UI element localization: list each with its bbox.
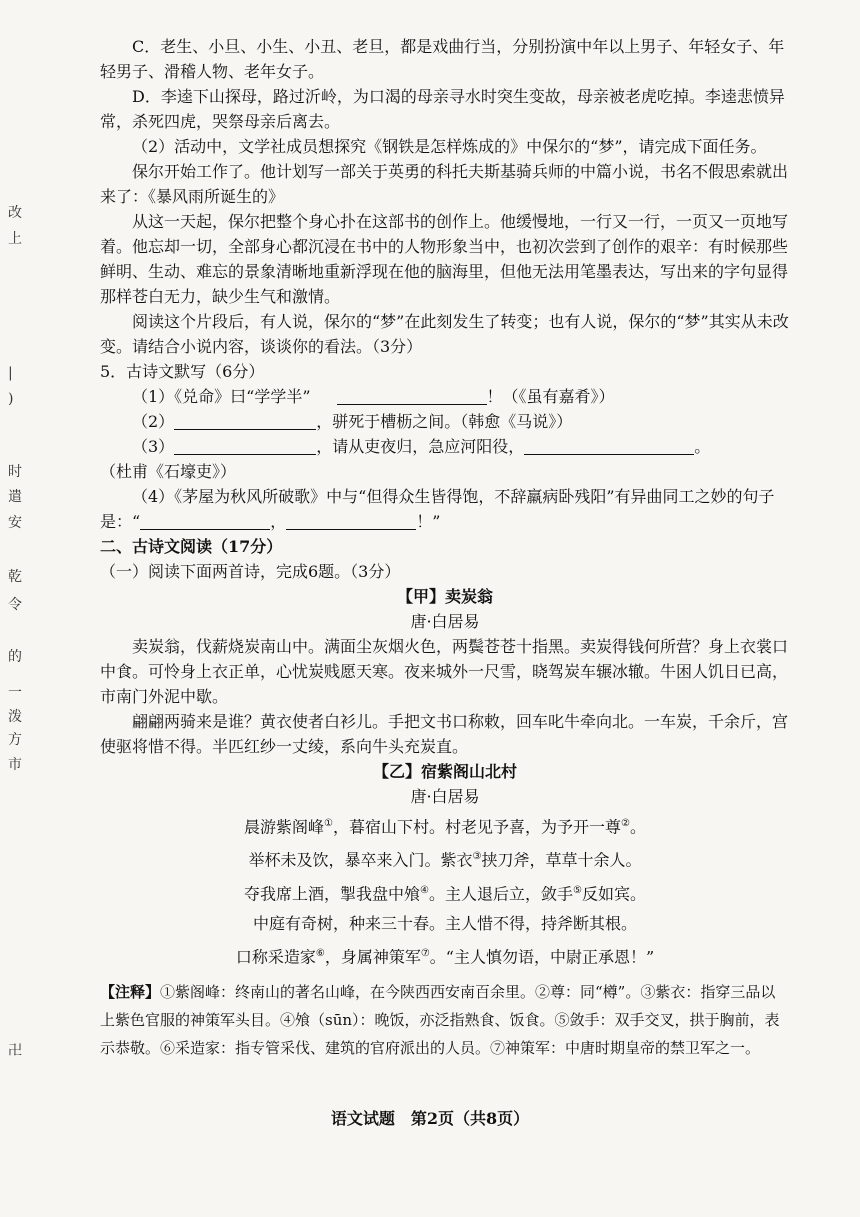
poem-a-paragraph-1: 卖炭翁，伐薪烧炭南山中。满面尘灰烟火色，两鬓苍苍十指黑。卖炭得钱何所营？身上衣裳口中食。可怜身上衣正单，心忧炭贱愿天寒。夜来城外一尺雪，晓驾炭车辗冰辙。牛困人饥日已高，市南门外泥中歇。 (100, 637, 789, 706)
binding-margin (0, 0, 40, 1217)
poem-b-line-5: 口称采造家⑥，身属神策军⑦。“主人慎勿语，中尉正承恩！” (235, 947, 655, 967)
dictation-line-2: （2） ，骈死于槽枥之间。（韩愈《马说》） (132, 412, 573, 431)
option-d: D．李逵下山探母，路过沂岭，为口渴的母亲寻水时突生变故，母亲被老虎吃掉。李逵悲愤异常，杀死四虎，哭祭母亲后离去。 (100, 87, 785, 131)
poem-b-line-3: 夺我席上酒，掣我盘中飧④。主人退后立，敛手⑤反如宾。 (244, 883, 646, 903)
question-5-title: 5．古诗文默写（6分） (100, 362, 265, 381)
exam-page (100, 34, 790, 1062)
poem-b-body (100, 809, 790, 972)
excerpt-paragraph-1: 保尔开始工作了。他计划写一部关于英勇的科托夫斯基骑兵师的中篇小说，书名不假思索就出来了：《暴风雨所诞生的》 (100, 162, 789, 206)
answer-blank[interactable] (337, 386, 487, 405)
margin-mark: 市 (8, 757, 22, 773)
poem-b-line-1: 晨游紫阁峰①，暮宿山下村。村老见予喜，为予开一尊②。 (244, 817, 646, 837)
margin-mark: 令 (8, 597, 22, 613)
section-2-subtitle: （一）阅读下面两首诗，完成6题。（3分） (100, 562, 401, 581)
margin-mark: 卍 (8, 1043, 22, 1059)
question-4-prompt: 阅读这个片段后，有人说，保尔的“梦”在此刻发生了转变；也有人说，保尔的“梦”其实从未改变。请结合小说内容，谈谈你的看法。（3分） (100, 312, 789, 356)
poem-b-title: 【乙】宿紫阁山北村 (372, 762, 517, 781)
excerpt-paragraph-2: 从这一天起，保尔把整个身心扑在这部书的创作上。他缓慢地，一行又一行，一页又一页地写着。他忘却一切，全部身心都沉浸在书中的人物形象当中，也初次尝到了创作的艰辛：有时候那些鲜明、生动、难忘的景象清晰地重新浮现在他的脑海里，但他无法用笔墨表达，写出来的字句显得那样苍白无力，缺少生气和激情。 (100, 212, 789, 306)
poem-a-title: 【甲】卖炭翁 (396, 587, 493, 606)
margin-mark: 一 (8, 685, 22, 701)
section-2-title: 二、古诗文阅读（17分） (100, 537, 283, 556)
margin-mark: ) (8, 391, 14, 407)
margin-mark: 上 (8, 231, 22, 247)
margin-mark: | (8, 365, 13, 381)
answer-blank[interactable] (286, 511, 416, 530)
annotation-label: 【注释】 (100, 983, 161, 1002)
answer-blank[interactable] (174, 436, 316, 455)
dictation-line-4: （4）《茅屋为秋风所破歌》中与“但得众生皆得饱，不辞羸病卧残阳”有异曲同工之妙的句子是：“ ， ！” (100, 487, 775, 531)
poem-b-line-4: 中庭有奇树，种来三十春。主人惜不得，持斧断其根。 (252, 913, 637, 933)
margin-mark: 的 (8, 649, 22, 665)
poem-a-author: 唐·白居易 (410, 612, 480, 631)
margin-mark: 改 (8, 205, 22, 221)
poem-b-line-2: 举杯未及饮，暴卒来入门。紫衣③挟刀斧，草草十余人。 (248, 850, 642, 870)
annotation-text: ①紫阁峰：终南山的著名山峰，在今陕西西安南百余里。②尊：同“樽”。③紫衣：指穿三品以上紫色官服的神策军头目。④飧（sūn）：晚饭，亦泛指熟食、饭食。⑤敛手：双手交叉，拱于胸前，表示恭敬。⑥采造家：指专管采伐、建筑的官府派出的人员。⑦神策军：中唐时期皇帝的禁卫军之一。 (100, 983, 780, 1058)
margin-mark: 安 (8, 515, 22, 531)
margin-mark: 时 (8, 464, 22, 480)
answer-blank[interactable] (524, 436, 694, 455)
dictation-line-3: （3） ，请从吏夜归，急应河阳役， 。 (132, 437, 711, 456)
poem-b-author: 唐·白居易 (410, 787, 480, 806)
annotation-block (100, 978, 790, 1062)
margin-mark: 泼 (8, 709, 22, 725)
margin-mark: 方 (8, 732, 22, 748)
option-c: C．老生、小旦、小生、小丑、老旦，都是戏曲行当，分别扮演中年以上男子、年轻女子、年轻男子、滑稽人物、老年女子。 (100, 37, 785, 81)
answer-blank[interactable] (174, 411, 316, 430)
question-4-part-2: （2）活动中，文学社成员想探究《钢铁是怎样炼成的》中保尔的“梦”，请完成下面任务。 (132, 137, 767, 156)
margin-mark: 乾 (8, 569, 22, 585)
poem-a-paragraph-2: 翩翩两骑来是谁？黄衣使者白衫儿。手把文书口称敕，回车叱牛牵向北。一车炭，千余斤，宫使驱将惜不得。半匹红纱一丈绫，系向牛头充炭直。 (100, 712, 789, 756)
margin-mark: 遣 (8, 489, 22, 505)
page-footer: 语文试题 第2页（共8页） (330, 1109, 530, 1128)
answer-blank[interactable] (140, 511, 270, 530)
dictation-source-3: （杜甫《石壕吏》） (100, 462, 237, 481)
dictation-line-1: （1）《兑命》曰“学学半” ！（《虽有嘉肴》） (132, 387, 615, 406)
